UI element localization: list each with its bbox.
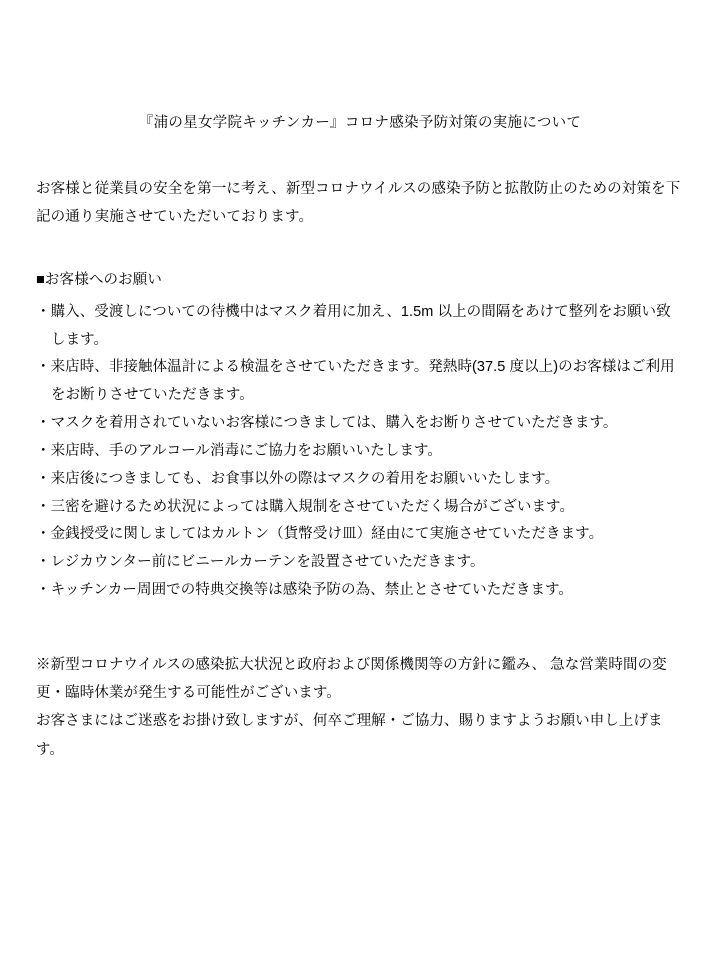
section-heading-request: ■お客様へのお願い [36, 271, 163, 288]
bullet-text: ・レジカウンター前にビニールカーテンを設置させていただきます。 [36, 554, 485, 571]
closing-paragraph-2: お客さまにはご迷惑をお掛け致しますが、何卒ご理解・ご協力、賜りますようお願い申し上げます。 [36, 713, 663, 758]
list-item [36, 410, 684, 438]
list-item [36, 521, 684, 549]
bullet-text: ・来店後につきましても、お食事以外の際はマスクの着用をお願いいたします。 [36, 470, 560, 487]
document-page [0, 112, 720, 958]
intro-paragraph: お客様と従業員の安全を第一に考え、新型コロナウイルスの感染予防と拡散防止のための対策を下記の通り実施させていただいております。 [36, 181, 681, 226]
bullet-text: ・三密を避けるため状況によっては購入規制をさせていただく場合がございます。 [36, 498, 575, 515]
bullet-text: ・来店時、非接触体温計による検温をさせていただきます。発熱時(37.5 度以上)のお客様はご利用をお断りさせていただきます。 [36, 359, 675, 404]
list-item [36, 577, 684, 605]
list-item [36, 466, 684, 494]
bullet-text: ・マスクを着用されていないお客様につきましては、購入をお断りさせていただきます。 [36, 415, 618, 432]
list-item [36, 494, 684, 522]
page-title: 『浦の星女学院キッチンカー』コロナ感染予防対策の実施について [138, 115, 582, 131]
closing-notice [36, 651, 684, 764]
list-item [36, 438, 684, 466]
closing-paragraph-1: ※新型コロナウイルスの感染拡大状況と政府および関係機関等の方針に鑑み、 急な営業時間の変更・臨時休業が発生する可能性がございます。 [36, 656, 667, 702]
bullet-text: ・キッチンカー周囲での特典交換等は感染予防の為、禁止とさせていただきます。 [36, 582, 574, 599]
list-item [36, 549, 684, 577]
bullet-text: ・購入、受渡しについての待機中はマスク着用に加え、1.5m 以上の間隔をあけて整列をお願い致します。 [36, 303, 671, 348]
bullet-text: ・金銭授受に関しましてはカルトン（貨幣受け皿）経由にて実施させていただきます。 [36, 526, 604, 543]
list-item [36, 299, 684, 355]
list-item [36, 354, 684, 410]
bullet-text: ・来店時、手のアルコール消毒にご協力をお願いいたします。 [36, 442, 442, 459]
request-bullet-list [36, 299, 684, 605]
